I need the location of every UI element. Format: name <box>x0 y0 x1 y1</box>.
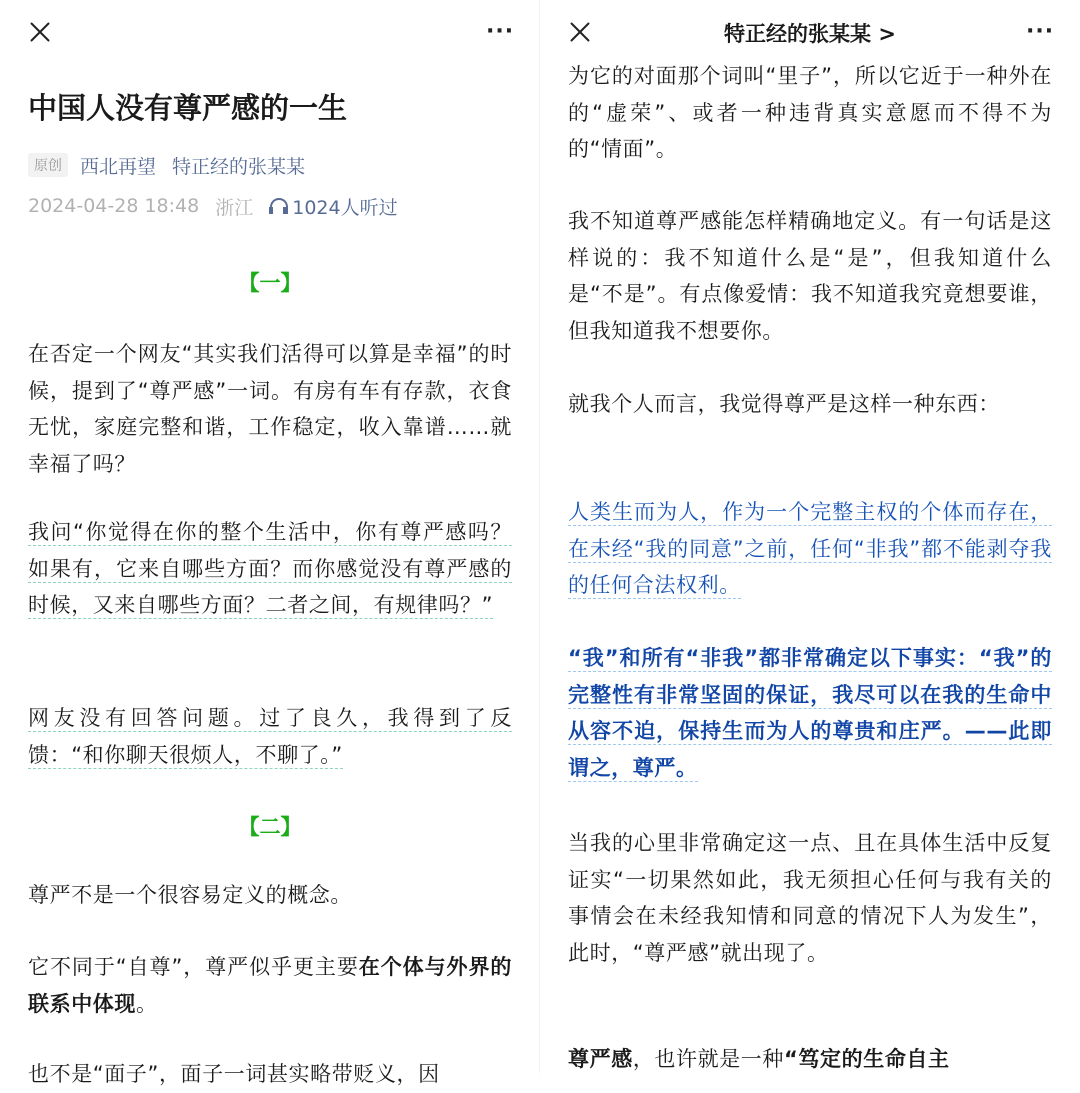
article-header <box>28 88 512 128</box>
article-panel-left <box>0 0 540 1086</box>
bold-text: “笃定的生命自主 <box>784 1047 950 1071</box>
paragraph-text: 为它的对面那个词叫“里子”，所以它近于一种外在的“虚荣”、或者一种违背真实意愿而不得不为的“情面”。 <box>568 64 1052 161</box>
meta-row <box>28 150 512 180</box>
paragraph-text: 尊严不是一个很容易定义的概念。 <box>28 883 352 907</box>
highlighted-bold-paragraph-text[interactable]: “我”和所有“非我”都非常确定以下事实：“我”的完整性有非常坚固的保证，我尽可以在我的生命中从容不迫，保持生而为人的尊贵和庄严。——此即谓之，尊严。 <box>568 646 1052 780</box>
listen-count-text: 1024人听过 <box>292 196 398 219</box>
paragraph <box>568 58 1052 168</box>
paragraph <box>28 700 512 773</box>
underlined-paragraph-text[interactable]: 网友没有回答问题。过了良久，我得到了反馈：“和你聊天很烦人，不聊了。” <box>28 706 512 767</box>
article-panel-right <box>540 0 1080 1073</box>
article-title: 中国人没有尊严感的一生 <box>28 91 348 125</box>
paragraph-text: 当我的心里非常确定这一点、且在具体生活中反复证实“一切果然如此，我无须担心任何与我有关的事情会在未经我知情和同意的情况下人为发生”，此时，“尊严感”就出现了。 <box>568 831 1052 965</box>
paragraph <box>568 386 1052 423</box>
top-bar <box>540 0 1080 64</box>
paragraph-text: 也不是“面子”，面子一词甚实略带贬义，因 <box>28 1062 440 1086</box>
paragraph <box>28 336 512 482</box>
section-marker-1: 【一】 <box>238 271 302 295</box>
paragraph-text: 就我个人而言，我觉得尊严是这样一种东西： <box>568 392 1000 416</box>
bold-text: 尊严感 <box>568 1047 633 1071</box>
date-row <box>28 191 512 221</box>
paragraph <box>28 514 512 624</box>
paragraph: 它不同于“自尊”，尊严似乎更主要在个体与外界的联系中体现。 <box>28 955 513 1016</box>
publish-date: 2024-04-28 18:48 <box>28 195 200 217</box>
bold-text: 在个体与外界的联系中体现 <box>28 955 513 1016</box>
underlined-paragraph-text[interactable]: 我问“你觉得在你的整个生活中，你有尊严感吗？如果有，它来自哪些方面？而你感觉没有尊严感的时候，又来自哪些方面？二者之间，有规律吗？” <box>28 520 512 617</box>
more-icon[interactable]: ··· <box>486 19 515 44</box>
paragraph-text: ，也许就是一种 <box>632 1047 785 1071</box>
paragraph <box>28 1056 512 1093</box>
author-link[interactable]: 西北再望 <box>80 155 157 178</box>
paragraph <box>568 825 1052 971</box>
paragraph <box>568 203 1052 349</box>
original-badge: 原创 <box>28 153 68 177</box>
paragraph <box>28 877 512 914</box>
paragraph-text: 它不同于“自尊”，尊严似乎更主要 <box>28 955 359 979</box>
highlighted-paragraph-text[interactable]: 人类生而为人，作为一个完整主权的个体而存在，在未经“我的同意”之前，任何“非我”都不能剥夺我的任何合法权利。 <box>568 500 1052 597</box>
paragraph-text: 我不知道尊严感能怎样精确地定义。有一句话是这样说的：我不知道什么是“是”，但我知道什么是“不是”。有点像爱情：我不知道我究竟想要谁，但我知道我不想要你。 <box>568 209 1052 343</box>
publish-location: 浙江 <box>215 196 254 219</box>
paragraph <box>568 640 1052 786</box>
top-bar <box>0 0 540 64</box>
account-link[interactable]: 特正经的张某某 <box>172 155 306 178</box>
headphones-icon <box>269 198 287 214</box>
listen-count[interactable] <box>269 193 413 220</box>
more-icon[interactable]: ··· <box>1026 19 1055 44</box>
account-title[interactable]: 特正经的张某某 > <box>724 22 896 46</box>
section-marker-2: 【二】 <box>238 815 302 839</box>
paragraph <box>568 1041 1052 1078</box>
paragraph-text: 在否定一个网友“其实我们活得可以算是幸福”的时候，提到了“尊严感”一词。有房有车有存款，衣食无忧，家庭完整和谐，工作稳定，收入靠谱……就幸福了吗？ <box>28 342 512 476</box>
close-icon[interactable] <box>28 20 52 44</box>
paragraph <box>568 494 1052 604</box>
